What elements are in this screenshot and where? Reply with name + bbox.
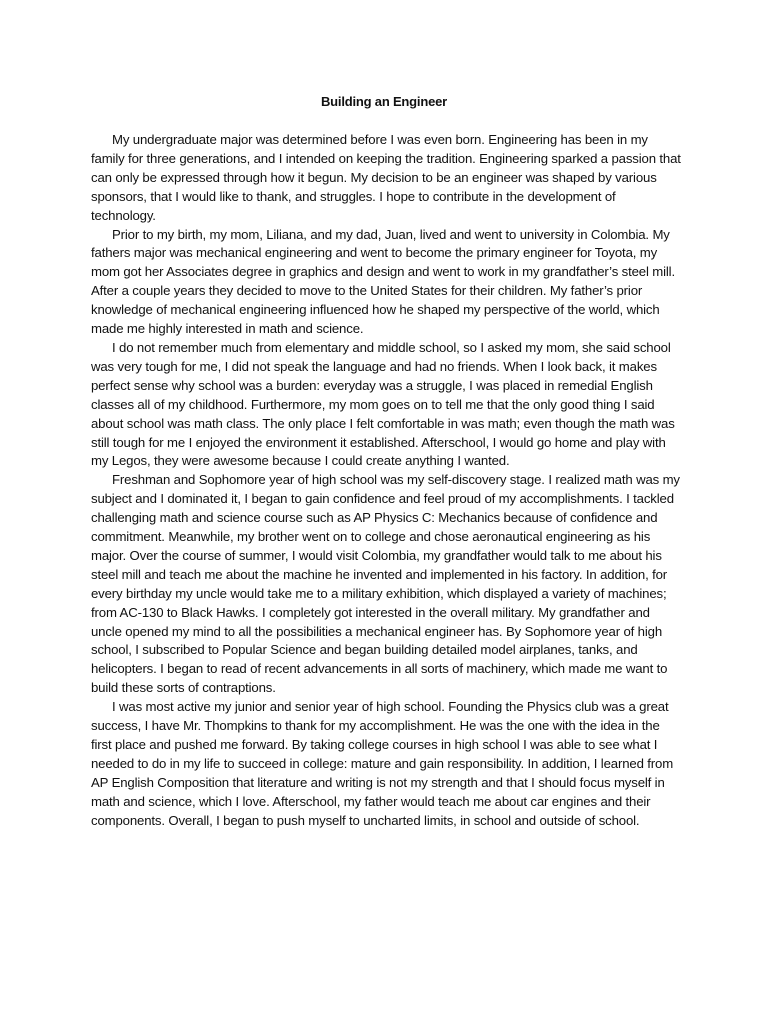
- paragraph-family-background: Prior to my birth, my mom, Liliana, and my dad, Juan, lived and went to university in Colombia. My fathers major was mechanical engineering and went to become the primary engineer for Toyota, my mom got her Associates degree in graphics and design and went to work in my grandfather’s steel mill. After a couple years they decided to move to the United States for their children. My father’s prior knowledge of mechanical engineering influenced how he shaped my perspective of the world, which made me highly interested in math and science.: [91, 226, 675, 337]
- paragraph-junior-senior: I was most active my junior and senior year of high school. Founding the Physics club was a great success, I have Mr. Thompkins to thank for my accomplishment. He was the one with the idea in the first place and pushed me forward. By taking college courses in high school I was able to see what I needed to do in my life to succeed in college: mature and gain responsibility. In addition, I learned from AP English Composition that literature and writing is not my strength and that I should focus myself in math and science, which I love. Afterschool, my father would teach me about car engines and their components. Overall, I began to push myself to uncharted limits, in school and outside of school.: [91, 699, 674, 828]
- document-title: Building an Engineer: [320, 94, 447, 109]
- paragraph-intro: My undergraduate major was determined before I was even born. Engineering has been in my family for three generations, and I intended on keeping the tradition. Engineering sparked a passion that can only be expressed through how it begun. My decision to be an engineer was shaped by various sponsors, that I would like to thank, and struggles. I hope to contribute in the development of technology.: [91, 132, 681, 223]
- document-body: [91, 131, 681, 831]
- paragraph-freshman-sophomore: Freshman and Sophomore year of high school was my self-discovery stage. I realized math was my subject and I dominated it, I began to gain confidence and feel proud of my accomplishments. I tackled challenging math and science course such as AP Physics C: Mechanics because of confidence and commitment. Meanwhile, my brother went on to college and chose aeronautical engineering as his major. Over the course of summer, I would visit Colombia, my grandfather would talk to me about his steel mill and teach me about the machine he invented and implemented in his factory. In addition, for every birthday my uncle would take me to a military exhibition, which displayed a variety of machines; from AC-130 to Black Hawks. I completely got interested in the overall military. My grandfather and uncle opened my mind to all the possibilities a mechanical engineer has. By Sophomore year of high school, I subscribed to Popular Science and began building detailed model airplanes, tanks, and helicopters. I began to read of recent advancements in all sorts of machinery, which made me want to build these sorts of contraptions.: [91, 472, 680, 696]
- paragraph-early-school: I do not remember much from elementary and middle school, so I asked my mom, she said school was very tough for me, I did not speak the language and had no friends. When I look back, it makes perfect sense why school was a burden: everyday was a struggle, I was placed in remedial English classes all of my childhood. Furthermore, my mom goes on to tell me that the only good thing I said about school was math class. The only place I felt comfortable in was math; even though the math was still tough for me I enjoyed the environment it established. Afterschool, I would go home and play with my Legos, they were awesome because I could create anything I wanted.: [91, 339, 675, 469]
